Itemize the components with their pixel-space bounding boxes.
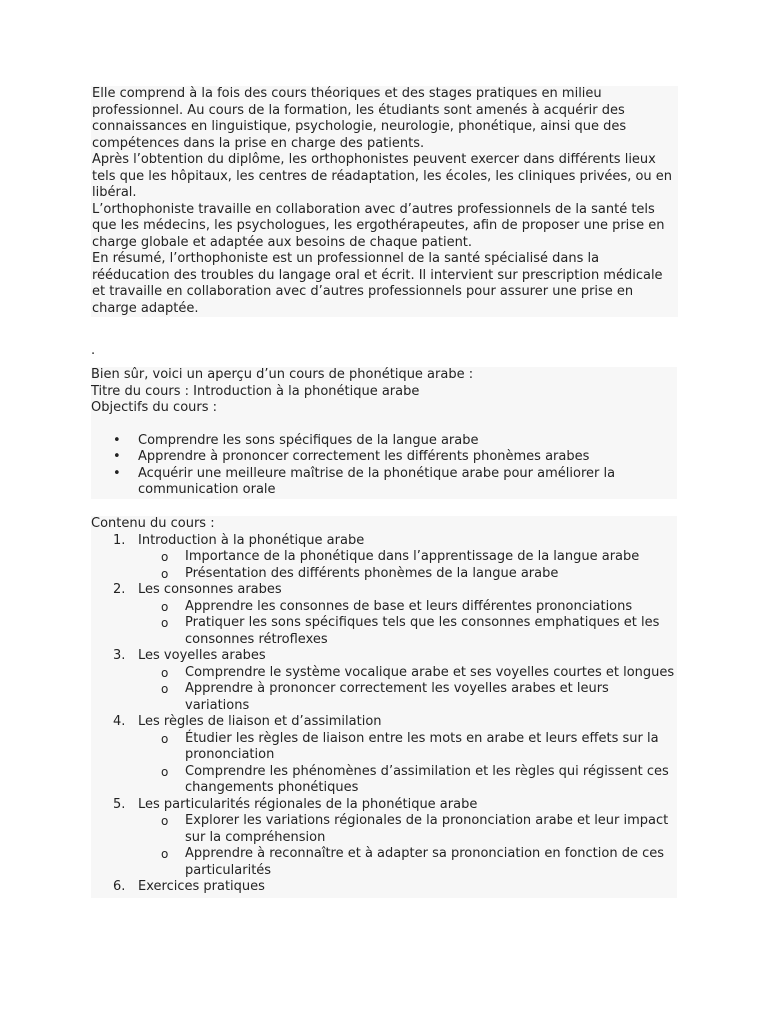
section-number: 2. [113, 582, 126, 597]
course-content-block [91, 516, 677, 898]
objective-text: Apprendre à prononcer correctement les différents phonèmes arabes [138, 449, 590, 464]
section-title: Les voyelles arabes [138, 648, 266, 663]
section-title: Introduction à la phonétique arabe [138, 532, 365, 548]
sub-bullet-icon: o [161, 665, 169, 680]
section-items [138, 599, 677, 649]
paragraph-workplaces: Après l’obtention du diplôme, les orthophonistes peuvent exercer dans différents lieux tels que les hôpitaux, les centres de réadaptation, les écoles, les cliniques privées, ou en libéral. [92, 152, 673, 200]
sub-item-text: Comprendre les phénomènes d’assimilation et les règles qui régissent ces changements phonétiques [185, 763, 669, 795]
sub-item-text: Explorer les variations régionales de la prononciation arabe et leur impact sur la compréhension [185, 813, 669, 845]
section-items [138, 549, 677, 582]
section-title: Les consonnes arabes [138, 582, 282, 597]
list-item [91, 879, 677, 896]
sub-bullet-icon: o [161, 682, 169, 696]
bullet-icon: • [113, 449, 121, 464]
sub-bullet-icon: o [161, 599, 169, 614]
list-item [138, 599, 677, 616]
sub-bullet-icon: o [161, 566, 169, 581]
section-title: Les règles de liaison et d’assimilation [138, 714, 382, 729]
section-number: 5. [113, 796, 126, 812]
sub-bullet-icon: o [161, 616, 169, 630]
sub-item-text: Importance de la phonétique dans l’apprentissage de la langue arabe [185, 549, 640, 564]
section-items [138, 731, 677, 797]
list-item [138, 731, 677, 764]
list-item [91, 533, 677, 583]
section-number: 3. [113, 648, 126, 663]
list-item [91, 466, 677, 499]
sub-bullet-icon: o [161, 731, 169, 746]
sub-bullet-icon: o [161, 814, 169, 828]
objectives-heading: Objectifs du cours : [91, 400, 218, 415]
sub-item-text: Comprendre le système vocalique arabe et ses voyelles courtes et longues [185, 664, 675, 680]
section-items [138, 813, 677, 879]
bullet-icon: • [113, 432, 121, 448]
objective-text: Comprendre les sons spécifiques de la langue arabe [138, 432, 479, 448]
course-overview-block [91, 367, 677, 499]
list-item [91, 449, 677, 466]
list-item [138, 813, 677, 846]
objectives-list [91, 417, 677, 499]
paragraph-collaboration: L’orthophoniste travaille en collaboration avec d’autres professionnels de la santé tels que les médecins, les psychologues, les ergothérapeutes, afin de proposer une prise en charge globale et adaptée aux besoins de chaque patient. [92, 201, 665, 250]
course-intro: Bien sûr, voici un aperçu d’un cours de phonétique arabe : [91, 367, 474, 382]
list-item [91, 582, 677, 648]
sub-item-text: Apprendre à reconnaître et à adapter sa prononciation en fonction de ces particularités [185, 846, 665, 878]
section-number: 1. [113, 532, 126, 548]
list-item [138, 615, 677, 648]
list-item [138, 764, 677, 797]
sub-item-text: Étudier les règles de liaison entre les mots en arabe et leurs effets sur la prononciation [185, 730, 659, 762]
sub-item-text: Apprendre les consonnes de base et leurs différentes prononciations [185, 598, 633, 614]
course-title-line: Titre du cours : Introduction à la phonétique arabe [91, 383, 420, 399]
list-item [138, 566, 677, 583]
sub-item-text: Présentation des différents phonèmes de la langue arabe [185, 565, 559, 581]
section-items [138, 665, 677, 715]
bullet-icon: • [113, 465, 121, 481]
sub-bullet-icon: o [161, 764, 169, 779]
sub-bullet-icon: o [161, 847, 169, 861]
paragraph-training: Elle comprend à la fois des cours théoriques et des stages pratiques en milieu professionnel. Au cours de la formation, les étudiants sont amenés à acquérir des connaissances en linguistique, psychologie, neurologie, phonétique, ainsi que des compétences dans la prise en charge des patients. [92, 86, 627, 151]
section-title: Les particularités régionales de la phonétique arabe [138, 796, 478, 812]
separator-dot: . [91, 343, 96, 358]
section-title: Exercices pratiques [138, 879, 265, 894]
content-sections-list [91, 533, 677, 896]
list-item [91, 714, 677, 797]
intro-text-block [91, 86, 678, 317]
content-heading: Contenu du cours : [91, 516, 215, 531]
list-item [138, 549, 677, 566]
list-item [138, 681, 677, 714]
section-number: 4. [113, 714, 126, 729]
list-item [138, 665, 677, 682]
sub-bullet-icon: o [161, 550, 169, 564]
list-item [91, 648, 677, 714]
sub-item-text: Apprendre à prononcer correctement les voyelles arabes et leurs variations [185, 681, 609, 713]
list-item [91, 433, 677, 450]
list-item [91, 797, 677, 880]
paragraph-summary: En résumé, l’orthophoniste est un professionnel de la santé spécialisé dans la rééducation des troubles du langage oral et écrit. Il intervient sur prescription médicale et travaille en collaboration avec d’autres professionnels pour assurer une prise en charge adaptée. [92, 251, 663, 316]
list-item [138, 846, 677, 879]
section-number: 6. [113, 879, 126, 894]
objective-text: Acquérir une meilleure maîtrise de la phonétique arabe pour améliorer la communication orale [138, 465, 616, 497]
sub-item-text: Pratiquer les sons spécifiques tels que les consonnes emphatiques et les consonnes rétroflexes [185, 615, 660, 647]
